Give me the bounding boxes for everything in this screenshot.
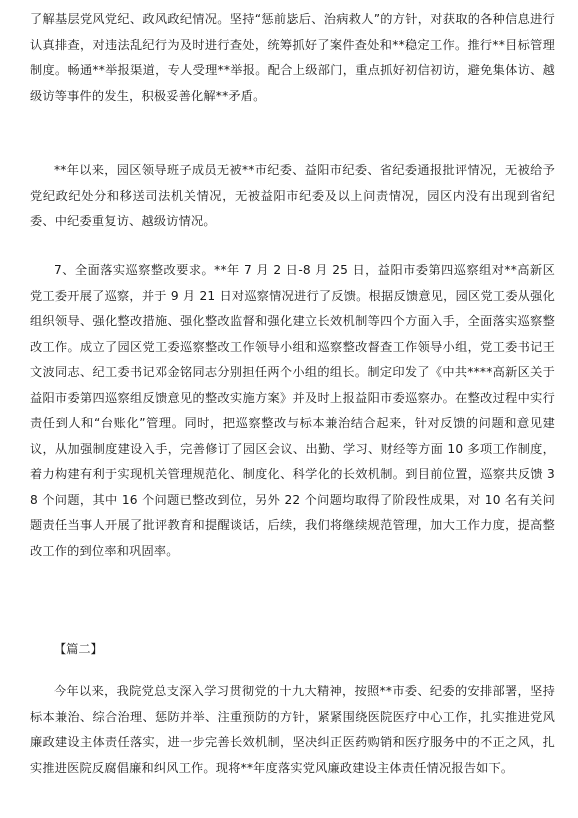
section-heading: 【篇二】 bbox=[54, 642, 103, 656]
paragraph-inspection-rectification: 7、全面落实巡察整改要求。**年 7 月 2 日-8 月 25 日，益阳市委第四巡察组对**高新区党工委开展了巡察，并于 9 月 21 日对巡察情况进行了反馈。根据反馈意见，园区党工委从强化组织领导、强化整改措施、强化整改监督和强化建立长效机制等四个方面入手，全面落实巡察整改工作。成立了园区党工委巡察整改工作领导小组和巡察整改督查工作领导小组，党工委书记王文波同志、纪工委书记邓金铭同志分别担任两个小组的组长。制定印发了《中共****高新区关于益阳市委第四巡察组反馈意见的整改实施方案》并及时上报益阳市委巡察办。在整改过程中实行责任到人和“台账化”管理。同时，把巡察整改与标本兼治结合起来，针对反馈的问题和意见建议，从加强制度建设入手，完善修订了园区会议、出勤、学习、财经等方面 10 多项工作制度，着力构建有利于实现机关管理规范化、制度化、科学化的长效机制。到目前位置，巡察共反馈 38 个问题，其中 16 个问题已整改到位，另外 22 个问题均取得了阶段性成果，对 10 名有关问题责任当事人开展了批评教育和提醒谈话，后续，我们将继续规范管理，加大工作力度，提高整改工作的到位率和巩固率。 bbox=[30, 263, 555, 558]
paragraph-hospital-report-intro: 今年以来，我院党总支深入学习贯彻党的十九大精神，按照**市委、纪委的安排部署，坚持标本兼治、综合治理、惩防并举、注重预防的方针，紧紧围绕医院医疗中心工作，扎实推进党风廉政建设主体责任落实，进一步完善长效机制，坚决纠正医药购销和医疗服务中的不正之风，扎实推进医院反腐倡廉和纠风工作。现将**年度落实党风廉政建设主体责任情况报告如下。 bbox=[30, 684, 555, 775]
paragraph-party-discipline: 了解基层党风党纪、政风政纪情况。坚持“惩前毖后、治病救人”的方针，对获取的各种信息进行认真排查，对违法乱纪行为及时进行查处，统筹抓好了案件查处和**稳定工作。推行**目标管理制度。畅通**举报渠道，专人受理**举报。配合上级部门，重点抓好初信初访，避免集体访、越级访等事件的发生，积极妥善化解**矛盾。 bbox=[30, 12, 555, 103]
paragraph-no-violations: **年以来，园区领导班子成员无被**市纪委、益阳市纪委、省纪委通报批评情况，无被给予党纪政纪处分和移送司法机关情况，无被益阳市纪委及以上问责情况，园区内没有出现到省纪委、中纪委重复访、越级访情况。 bbox=[30, 163, 555, 228]
